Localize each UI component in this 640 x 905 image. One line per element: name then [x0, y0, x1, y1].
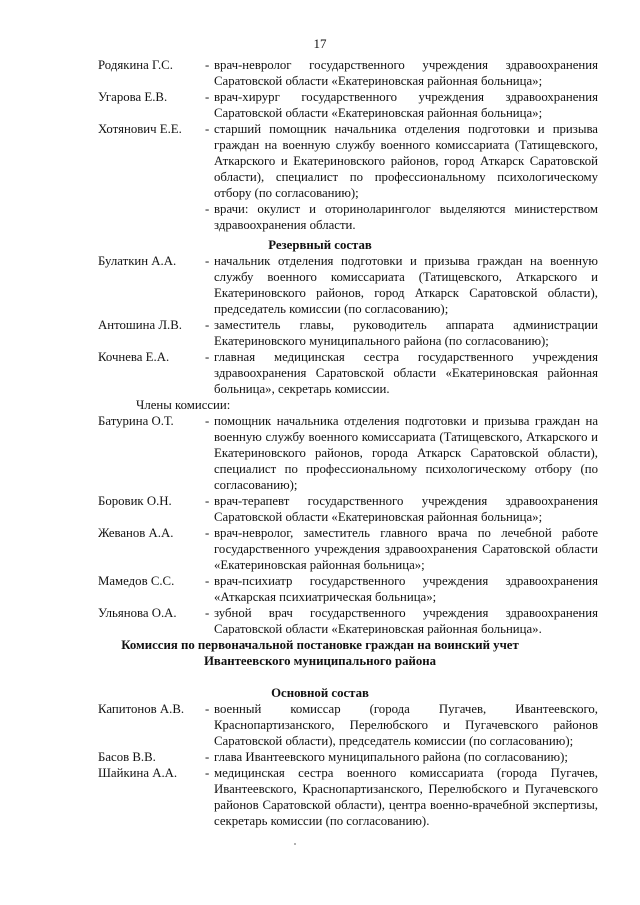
member-position: - медицинская сестра военного комиссариата (города Пугачев, Ивантеевского, Краснопартизанского, Перелюбского и Пугачевского районов Саратовской области), центра военно-врачебной экспертизы, секретарь комиссии (по согласованию). [214, 765, 598, 829]
member-name: Родякина Г.С. [98, 58, 173, 72]
member-name: Булаткин А.А. [98, 254, 177, 268]
member-position: - военный комиссар (города Пугачев, Ивантеевского, Краснопартизанского, Перелюбского и Пугачевского районов Саратовской области), председатель комиссии (по согласованию); [214, 701, 598, 749]
commission-heading-line2: Ивантеевского муниципального района [203, 654, 437, 668]
member-name: Батурина О.Т. [98, 414, 174, 428]
member-name: Шайкина А.А. [98, 766, 178, 780]
member-position: - врач-невролог, заместитель главного врача по лечебной работе государственного учреждения здравоохранения Саратовской области «Екатериновская районная больница»; [214, 525, 598, 573]
member-name: Жеванов А.А. [98, 526, 174, 540]
member-position: - глава Ивантеевского муниципального района (по согласованию); [214, 749, 598, 765]
member-position: - заместитель главы, руководитель аппарата администрации Екатериновского муниципального района (по согласованию); [214, 317, 598, 349]
member-name: Кочнева Е.А. [98, 350, 170, 364]
member-name: Боровик О.Н. [98, 494, 172, 508]
member-name: Ульянова О.А. [98, 606, 177, 620]
member-name: Мамедов С.С. [98, 574, 175, 588]
member-position: - старший помощник начальника отделения подготовки и призыва граждан на военную службу военного комиссариата (Татищевского, Аткарского и Екатериновского районов, город Аткарск Саратовской области), специалист по профессиональному психологическому отбору (по согласованию); [214, 121, 598, 201]
member-position: - главная медицинская сестра государственного учреждения здравоохранения Саратовской области «Екатериновская районная больница», секретарь комиссии. [214, 349, 598, 397]
member-position: - врач-терапевт государственного учреждения здравоохранения Саратовской области «Екатериновская районная больница»; [214, 493, 598, 525]
member-name: Антошина Л.В. [98, 318, 182, 332]
member-position: - врач-невролог государственного учреждения здравоохранения Саратовской области «Екатериновская районная больница»; [214, 57, 598, 89]
scan-speck [294, 843, 296, 845]
member-position: - врачи: окулист и оториноларинголог выделяются министерством здравоохранения области. [214, 201, 598, 233]
member-position: - помощник начальника отделения подготовки и призыва граждан на военную службу военного комиссариата (Татищевского, Аткарского и Екатериновского районов, города Аткарск Саратовской области), специалист по профессиональному психологическому отбору (по согласованию); [214, 413, 598, 493]
member-position: - начальник отделения подготовки и призыва граждан на военную службу военного комиссариата (Татищевского, Аткарского и Екатериновского районов, город Аткарск Саратовской области), председатель комиссии (по согласованию); [214, 253, 598, 317]
section-heading-reserve: Резервный состав [268, 238, 372, 252]
section-heading-main: Основной состав [271, 686, 369, 700]
member-position: - врач-хирург государственного учреждения здравоохранения Саратовской области «Екатериновская районная больница»; [214, 89, 598, 121]
page-number: 17 [313, 36, 327, 51]
member-position: - врач-психиатр государственного учреждения здравоохранения «Аткарская психиатрическая больница»; [214, 573, 598, 605]
member-position: - зубной врач государственного учреждения здравоохранения Саратовской области «Екатериновская районная больница». [214, 605, 598, 637]
member-name: Хотянович Е.Е. [98, 122, 182, 136]
member-name: Басов В.В. [98, 750, 156, 764]
member-name: Капитонов А.В. [98, 702, 185, 716]
commission-heading-line1: Комиссия по первоначальной постановке граждан на воинский учет [121, 638, 519, 652]
members-label: Члены комиссии: [136, 398, 231, 412]
member-name: Угарова Е.В. [98, 90, 168, 104]
